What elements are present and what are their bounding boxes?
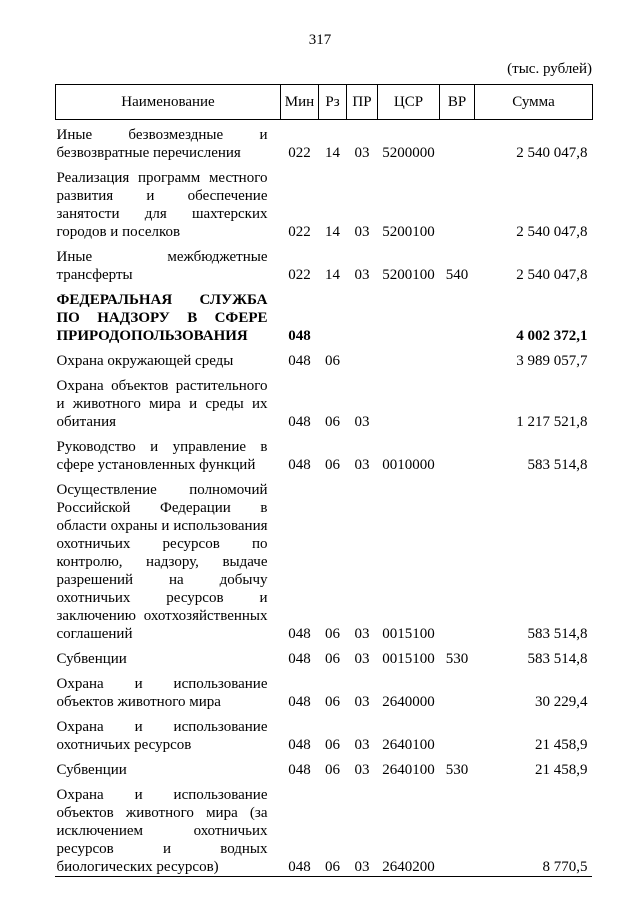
table-row — [56, 120, 593, 164]
cell-pr: 03 — [354, 145, 370, 161]
table-row — [56, 346, 593, 371]
cell-csr — [378, 285, 440, 346]
cell-csr: 2640100 — [382, 762, 435, 778]
cell-rz — [319, 285, 347, 346]
cell-name: Осуществление полномочий Российской Федерации в области охраны и использования охотничьих ресурсов по контролю, надзору, выдаче разрешений на добычу охотничьих ресурсов и заключению охотхозяйственных соглашений — [56, 482, 268, 642]
cell-sum: 583 514,8 — [527, 626, 588, 642]
cell-name: Охрана окружающей среды — [56, 353, 234, 369]
table-row — [56, 644, 593, 669]
cell-sum: 2 540 047,8 — [516, 224, 588, 240]
cell-pr: 03 — [354, 414, 370, 430]
budget-table-body — [56, 120, 593, 878]
cell-rz: 06 — [325, 414, 340, 430]
cell-pr: 03 — [354, 267, 370, 283]
table-row — [56, 712, 593, 755]
cell-csr: 2640200 — [382, 859, 435, 875]
cell-min: 022 — [288, 267, 311, 283]
cell-name: Субвенции — [56, 762, 127, 778]
cell-rz: 06 — [325, 353, 340, 369]
cell-pr — [347, 285, 378, 346]
cell-name: Руководство и управление в сфере установленных функций — [56, 439, 268, 473]
cell-sum: 583 514,8 — [527, 457, 588, 473]
cell-csr: 5200000 — [382, 145, 435, 161]
cell-csr: 2640100 — [382, 737, 435, 753]
cell-name: Охрана и использование объектов животного мира — [56, 676, 268, 710]
table-row — [56, 432, 593, 475]
table-row — [56, 285, 593, 346]
cell-pr: 03 — [354, 859, 370, 875]
cell-min: 048 — [288, 859, 311, 875]
cell-rz: 14 — [325, 224, 340, 240]
cell-sum: 8 770,5 — [542, 859, 588, 875]
cell-sum: 30 229,4 — [535, 694, 588, 710]
cell-vr: 530 — [445, 651, 469, 667]
cell-min: 048 — [288, 414, 311, 430]
cell-sum: 3 989 057,7 — [516, 353, 588, 369]
cell-pr: 03 — [354, 694, 370, 710]
cell-sum: 4 002 372,1 — [516, 328, 588, 344]
column-header-rz: Рз — [319, 85, 347, 120]
column-header-pr: ПР — [347, 85, 378, 120]
cell-pr: 03 — [354, 762, 370, 778]
table-row — [56, 780, 593, 877]
cell-csr — [378, 346, 440, 371]
column-header-sum: Сумма — [475, 85, 593, 120]
cell-rz: 06 — [325, 694, 340, 710]
budget-table — [55, 84, 593, 877]
cell-csr: 5200100 — [382, 224, 435, 240]
cell-rz: 14 — [325, 267, 340, 283]
table-row — [56, 755, 593, 780]
cell-vr — [440, 163, 475, 242]
cell-name: Иные межбюджетные трансферты — [56, 249, 268, 283]
budget-table-header — [56, 85, 593, 120]
cell-name: Субвенции — [56, 651, 127, 667]
table-row — [56, 163, 593, 242]
cell-vr — [440, 120, 475, 164]
cell-min: 022 — [288, 224, 311, 240]
cell-min: 048 — [288, 762, 311, 778]
cell-csr: 0015100 — [382, 651, 435, 667]
page-number: 317 — [308, 32, 332, 48]
cell-csr: 0010000 — [382, 457, 435, 473]
table-row — [56, 669, 593, 712]
cell-name: Охрана и использование охотничьих ресурсов — [56, 719, 268, 753]
cell-name: Реализация программ местного развития и обеспечение занятости для шахтерских городов и поселков — [56, 170, 268, 240]
cell-pr: 03 — [354, 457, 370, 473]
cell-sum: 2 540 047,8 — [516, 145, 588, 161]
cell-min: 048 — [288, 626, 311, 642]
cell-sum: 583 514,8 — [527, 651, 588, 667]
cell-csr: 2640000 — [382, 694, 435, 710]
cell-name: Охрана объектов растительного и животного мира и среды их обитания — [56, 378, 268, 430]
table-row — [56, 371, 593, 432]
cell-vr — [440, 371, 475, 432]
cell-vr — [440, 475, 475, 644]
cell-sum: 21 458,9 — [535, 737, 588, 753]
cell-vr — [440, 669, 475, 712]
cell-rz: 06 — [325, 762, 340, 778]
cell-name: ФЕДЕРАЛЬНАЯ СЛУЖБА ПО НАДЗОРУ В СФЕРЕ ПРИРОДОПОЛЬЗОВАНИЯ — [56, 292, 268, 344]
cell-min: 048 — [288, 457, 311, 473]
cell-pr: 03 — [354, 224, 370, 240]
cell-sum: 1 217 521,8 — [516, 414, 588, 430]
cell-csr: 5200100 — [382, 267, 435, 283]
cell-min: 022 — [288, 145, 311, 161]
cell-csr — [378, 371, 440, 432]
cell-vr — [440, 346, 475, 371]
cell-csr: 0015100 — [382, 626, 435, 642]
cell-rz: 06 — [325, 859, 340, 875]
cell-vr: 540 — [445, 267, 469, 283]
table-bottom-border — [55, 876, 592, 877]
cell-vr — [440, 432, 475, 475]
cell-rz: 06 — [325, 651, 340, 667]
header-row — [56, 85, 593, 120]
cell-pr: 03 — [354, 737, 370, 753]
cell-vr — [440, 285, 475, 346]
units-label: (тыс. рублей) — [507, 61, 592, 77]
cell-vr: 530 — [445, 762, 469, 778]
cell-name: Охрана и использование объектов животного мира (за исключением охотничьих ресурсов и водных биологических ресурсов) — [56, 787, 268, 875]
cell-vr — [440, 780, 475, 877]
cell-min: 048 — [288, 353, 311, 369]
cell-pr: 03 — [354, 626, 370, 642]
column-header-min: Мин — [281, 85, 319, 120]
column-header-vr: ВР — [440, 85, 475, 120]
table-row — [56, 242, 593, 285]
cell-min: 048 — [288, 737, 311, 753]
cell-min: 048 — [288, 694, 311, 710]
cell-rz: 06 — [325, 626, 340, 642]
cell-vr — [440, 712, 475, 755]
cell-rz: 06 — [325, 737, 340, 753]
cell-min: 048 — [288, 651, 311, 667]
cell-min: 048 — [288, 328, 311, 344]
cell-pr — [347, 346, 378, 371]
column-header-name: Наименование — [56, 85, 281, 120]
cell-pr: 03 — [354, 651, 370, 667]
table-row — [56, 475, 593, 644]
column-header-csr: ЦСР — [378, 85, 440, 120]
cell-rz: 06 — [325, 457, 340, 473]
cell-rz: 14 — [325, 145, 340, 161]
cell-name: Иные безвозмездные и безвозвратные перечисления — [56, 127, 268, 161]
cell-sum: 2 540 047,8 — [516, 267, 588, 283]
cell-sum: 21 458,9 — [535, 762, 588, 778]
